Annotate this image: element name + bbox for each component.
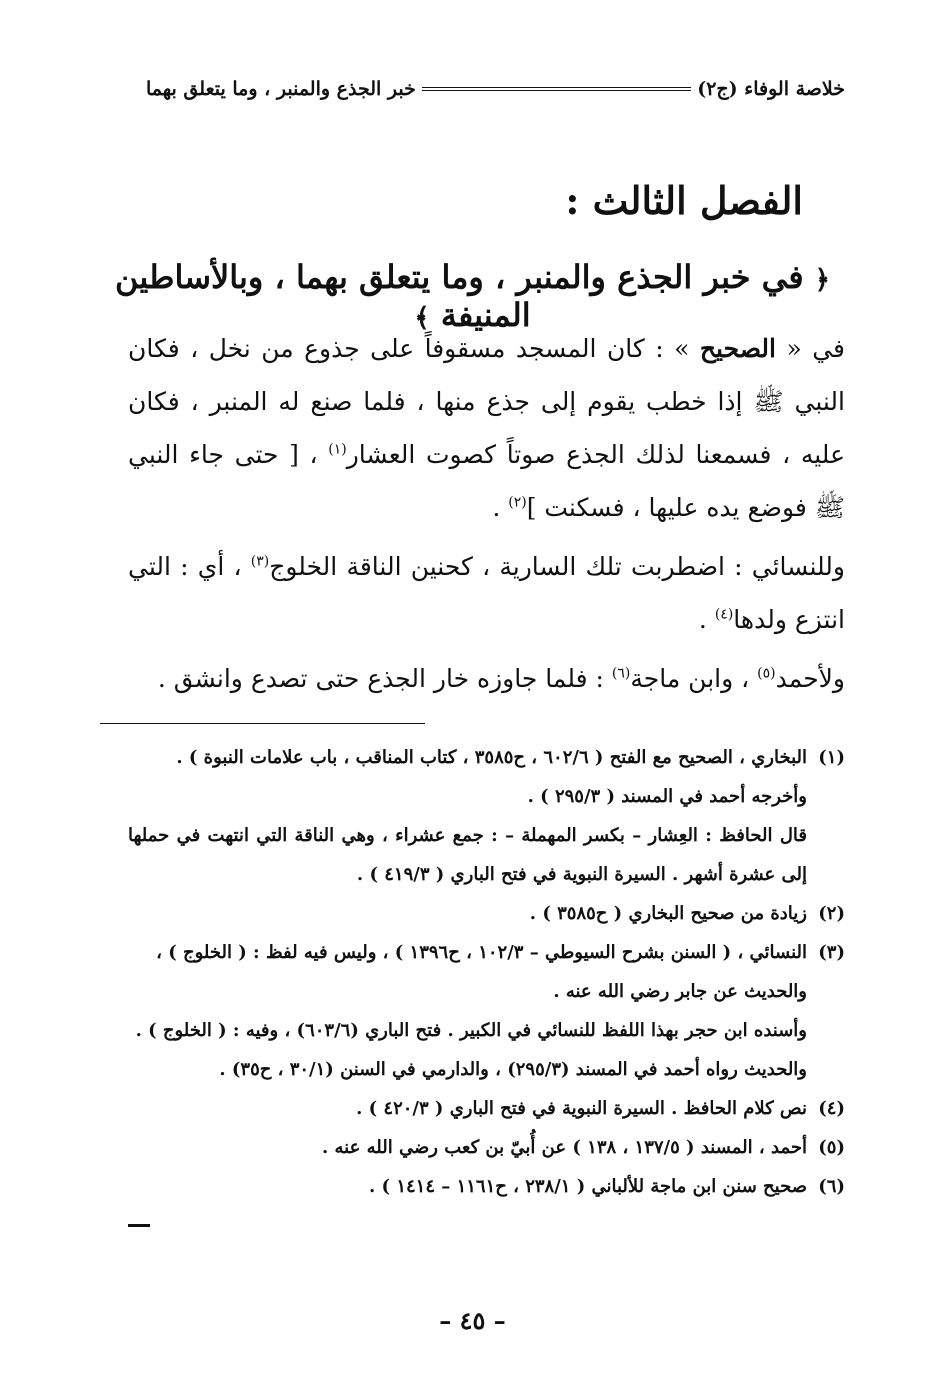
footnote-body xyxy=(128,738,807,816)
section-title-text: في خبر الجذع والمنبر ، وما يتعلق بهما ، وبالأساطين المنيفة xyxy=(114,258,804,334)
p1-text-3: . xyxy=(492,493,509,522)
footnote-number: (٤) xyxy=(818,1098,845,1119)
footnote-ref-4[interactable]: (٤) xyxy=(714,606,734,623)
footnote-line: قال الحافظ : العِشار – بكسر المهملة – : جمع عشراء ، وهي الناقة التي انتهت في حملها إلى عشرة أشهر . السيرة النبوية في فتح الباري ( ٤١٩/٣ ) . xyxy=(128,825,807,885)
footnote-line: والحديث عن جابر رضي الله عنه . xyxy=(553,981,807,1002)
footnote-separator xyxy=(100,723,425,724)
p3-text-1: ولأحمد xyxy=(775,664,845,693)
footnote-2 xyxy=(128,894,845,933)
footnote-body xyxy=(128,1128,807,1167)
ornament-close: ﴾ xyxy=(414,303,430,333)
footnote-ref-3[interactable]: (٣) xyxy=(250,553,270,570)
p1-bold-word: الصحيح xyxy=(699,334,776,363)
footnote-line: أحمد ، المسند ( ١٣٧/٥ ، ١٣٨ ) عن أُبيّ بن كعب رضي الله عنه . xyxy=(321,1137,807,1158)
footnote-number: (٣) xyxy=(818,942,845,963)
footnote-line: النسائي ، ( السنن بشرح السيوطي – ١٠٢/٣ ، ح١٣٩٦ ) ، وليس فيه لفظ : ( الخلوج ) ، xyxy=(156,942,807,963)
footnote-ref-5[interactable]: (٥) xyxy=(757,665,776,682)
footnote-line: البخاري ، الصحيح مع الفتح ( ٦٠٢/٦ ، ح٣٥٨٥ ، كتاب المناقب ، باب علامات النبوة ) . xyxy=(176,747,807,768)
footnote-body xyxy=(128,1089,807,1128)
footnote-number: (٥) xyxy=(818,1137,845,1158)
footnote-line: وأسنده ابن حجر بهذا اللفظ للنسائي في الكبير . فتح الباري (٦٠٣/٦) ، وفيه : ( الخلوج ) . xyxy=(135,1020,807,1041)
footnote-number: (٦) xyxy=(818,1176,845,1197)
footnote-ref-1[interactable]: (١) xyxy=(328,441,347,458)
chapter-heading: الفصل الثالث : xyxy=(565,178,803,223)
footnote-number xyxy=(807,816,845,894)
footnote-5 xyxy=(128,1128,845,1167)
paragraph-3 xyxy=(128,652,845,705)
p1-text-1: » : كان المسجد مسقوفاً على جذوع من نخل ، فكان النبي ﷺ إذا خطب يقوم إلى جذع منها ، فلما صنع له المنبر ، فكان عليه ، فسمعنا لذلك الجذع صوتاً كصوت العشار xyxy=(128,334,845,469)
footnote-1 xyxy=(128,738,845,816)
footnote-3-note xyxy=(128,1011,845,1089)
header-section-title: خبر الجذع والمنبر ، وما يتعلق بهما xyxy=(146,78,416,100)
ornament-open: ﴿ xyxy=(814,265,831,295)
footnote-6 xyxy=(128,1167,845,1206)
running-header xyxy=(146,78,845,100)
footnote-body xyxy=(128,1011,807,1089)
body-text xyxy=(128,322,845,711)
p3-text-3: : فلما جاوزه خار الجذع حتى تصدع وانشق . xyxy=(157,664,612,693)
header-rule xyxy=(422,87,691,91)
footnote-line: نص كلام الحافظ . السيرة النبوية في فتح الباري ( ٤٢٠/٣ ) . xyxy=(356,1098,807,1119)
header-book-title: خلاصة الوفاء (ج٢) xyxy=(697,78,845,100)
page-number: – ٤٥ – xyxy=(439,1306,506,1335)
p2-text-3: . xyxy=(698,605,715,634)
footnote-line: صحيح سنن ابن ماجة للألباني ( ٢٣٨/١ ، ح١١٦١ – ١٤١٤ ) . xyxy=(369,1176,807,1197)
footnote-1-note xyxy=(128,816,845,894)
footnote-number: (٢) xyxy=(818,903,845,924)
continuation-dash xyxy=(128,1224,150,1227)
p1-text-2: ، [ حتى جاء النبي ﷺ فوضع يده عليها ، فسكنت ] xyxy=(128,440,845,522)
footnote-body xyxy=(128,816,807,894)
p3-text-2: ، وابن ماجة xyxy=(630,664,758,693)
p2-text-1: وللنسائي : اضطربت تلك السارية ، كحنين الناقة الخلوج xyxy=(269,552,845,581)
paragraph-2 xyxy=(128,540,845,646)
footnote-ref-2[interactable]: (٢) xyxy=(508,494,527,511)
footnote-4 xyxy=(128,1089,845,1128)
footnote-line: والحديث رواه أحمد في المسند (٢٩٥/٣) ، والدارمي في السنن (٣٠/١ ، ح٣٥) . xyxy=(219,1059,807,1080)
footnote-3 xyxy=(128,933,845,1011)
footnote-line: وأخرجه أحمد في المسند ( ٢٩٥/٣ ) . xyxy=(527,786,807,807)
footnote-number xyxy=(807,1011,845,1089)
footnote-ref-6[interactable]: (٦) xyxy=(611,665,631,682)
paragraph-1 xyxy=(128,322,845,534)
footnotes xyxy=(128,738,845,1206)
footnote-body xyxy=(128,1167,807,1206)
footnote-line: زيادة من صحيح البخاري ( ح٣٥٨٥ ) . xyxy=(529,903,807,924)
footnote-number: (١) xyxy=(818,747,845,768)
p1-pre: في « xyxy=(775,334,845,363)
footnote-body xyxy=(128,933,807,1011)
footnote-body xyxy=(128,894,807,933)
p2-text-2: ، أي : التي انتزع ولدها xyxy=(128,552,845,634)
